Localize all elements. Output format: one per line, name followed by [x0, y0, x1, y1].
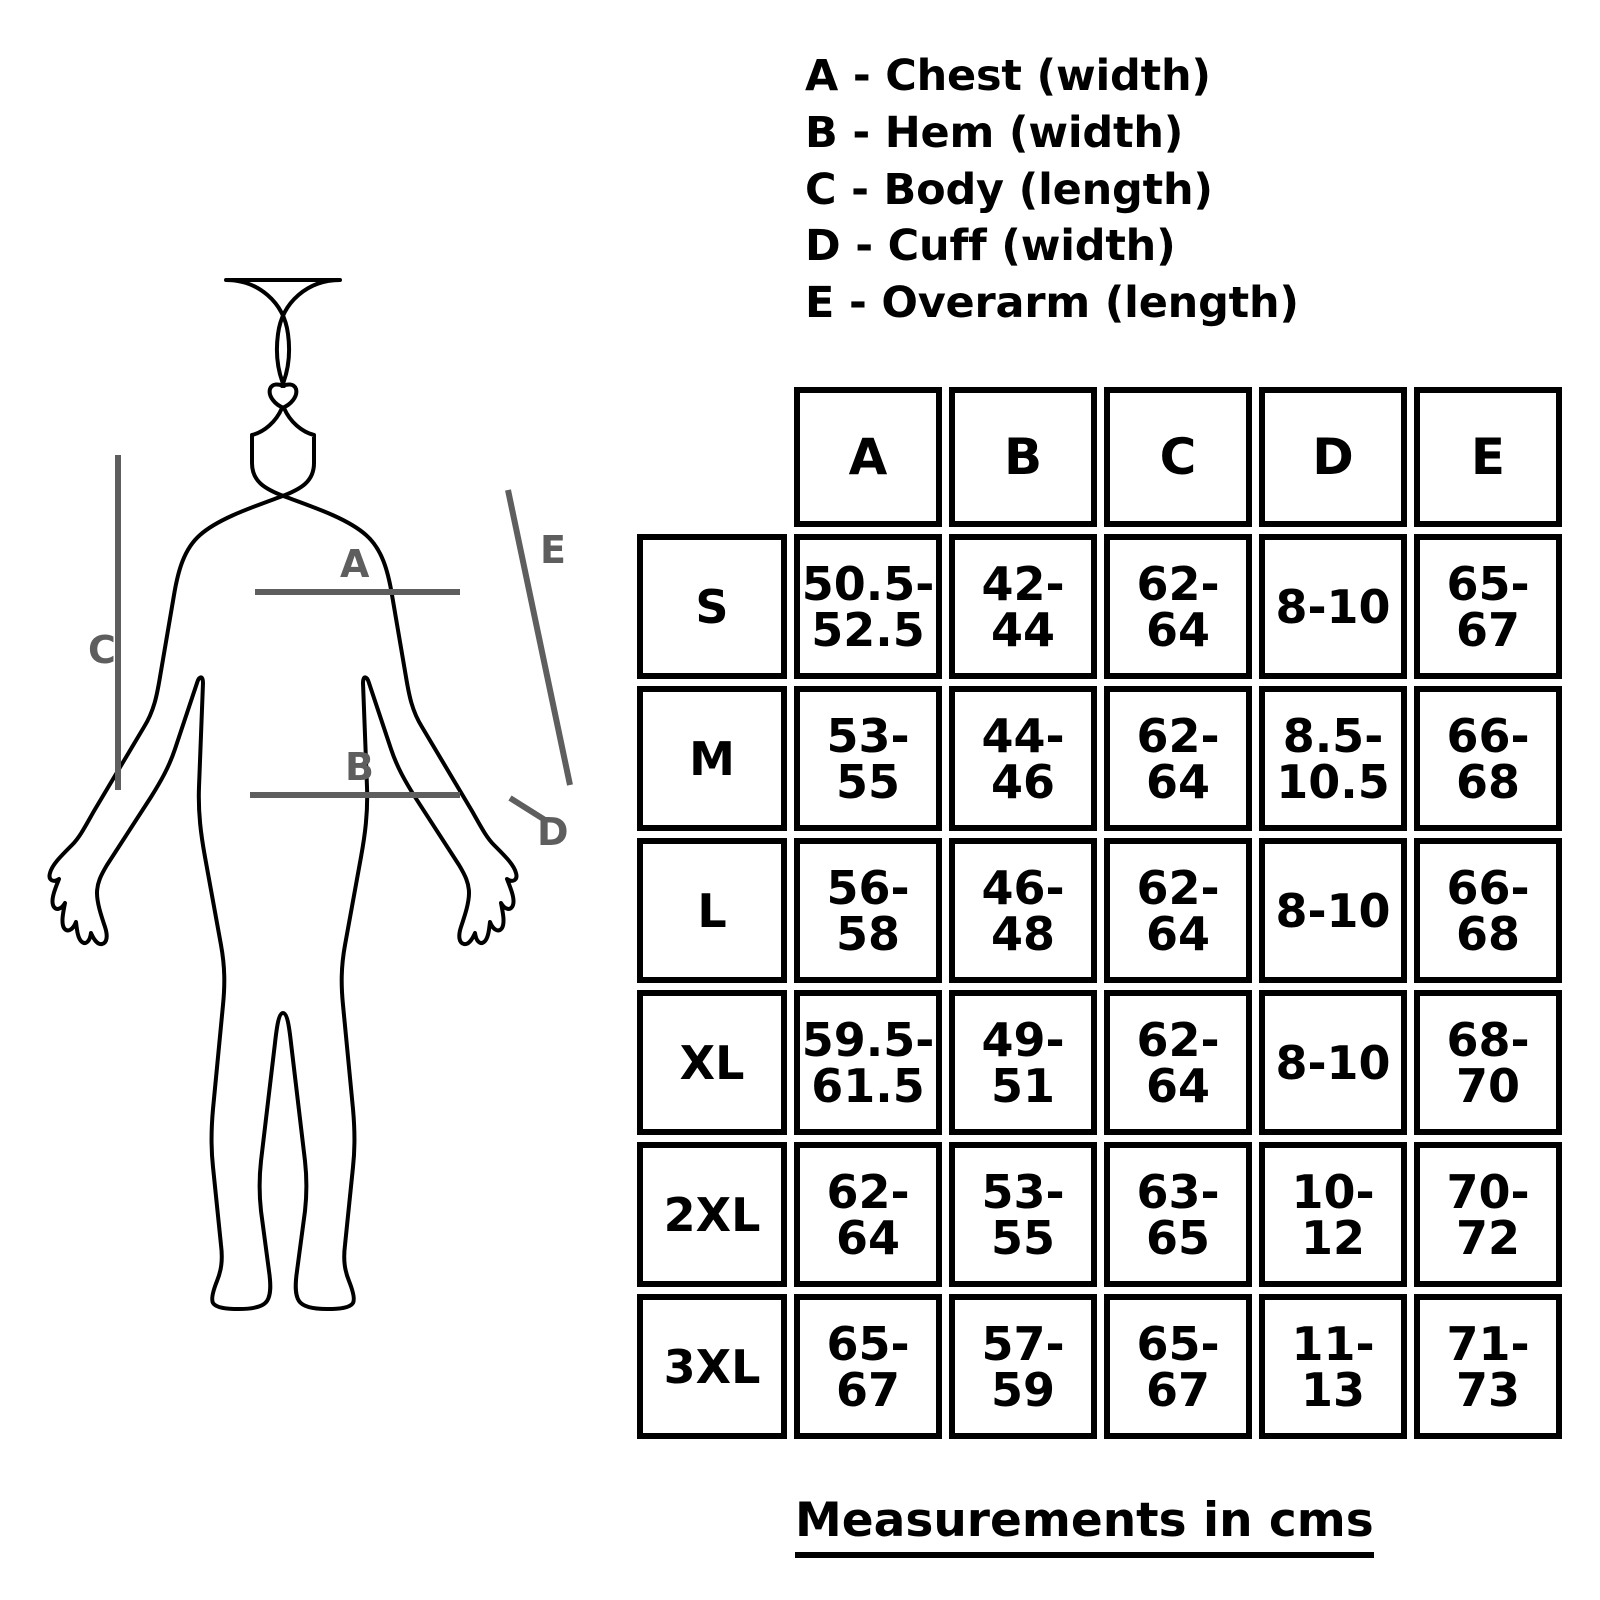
cell-s-c: 62-64 — [1104, 534, 1252, 679]
column-header-e: E — [1414, 387, 1562, 527]
column-header-a: A — [794, 387, 942, 527]
cell-l-b: 46-48 — [949, 838, 1097, 983]
cell-2xl-e: 70-72 — [1414, 1142, 1562, 1287]
legend-line-chest: A - Chest (width) — [805, 51, 1211, 101]
size-chart-table-wrap — [630, 380, 1569, 1446]
cell-xl-b: 49-51 — [949, 990, 1097, 1135]
row-size-label: L — [637, 838, 787, 983]
cell-2xl-c: 63-65 — [1104, 1142, 1252, 1287]
cell-l-a: 56-58 — [794, 838, 942, 983]
table-row — [637, 1142, 1562, 1287]
cell-m-e: 66-68 — [1414, 686, 1562, 831]
legend-line-overarm: E - Overarm (length) — [805, 278, 1299, 328]
row-size-label: 3XL — [637, 1294, 787, 1439]
cell-3xl-b: 57-59 — [949, 1294, 1097, 1439]
label-overarm: E — [540, 528, 566, 572]
cell-s-b: 42-44 — [949, 534, 1097, 679]
legend-line-body: C - Body (length) — [805, 164, 1213, 215]
label-body: C — [88, 628, 116, 672]
cell-m-a: 53-55 — [794, 686, 942, 831]
cell-m-b: 44-46 — [949, 686, 1097, 831]
legend-line-hem: B - Hem (width) — [805, 107, 1184, 158]
cell-2xl-d: 10-12 — [1259, 1142, 1407, 1287]
label-chest: A — [340, 542, 370, 586]
table-row — [637, 838, 1562, 983]
column-header-d: D — [1259, 387, 1407, 527]
cell-s-d: 8-10 — [1259, 534, 1407, 679]
cell-xl-e: 68-70 — [1414, 990, 1562, 1135]
cell-l-d: 8-10 — [1259, 838, 1407, 983]
cell-m-d: 8.5-10.5 — [1259, 686, 1407, 831]
body-diagram — [40, 250, 640, 1450]
table-row — [637, 1294, 1562, 1439]
row-size-label: XL — [637, 990, 787, 1135]
label-hem: B — [345, 745, 374, 789]
cell-l-e: 66-68 — [1414, 838, 1562, 983]
unit-note: Measurements in cms — [795, 1493, 1374, 1558]
cell-xl-d: 8-10 — [1259, 990, 1407, 1135]
legend-line-cuff: D - Cuff (width) — [805, 221, 1176, 272]
size-chart-table — [630, 380, 1569, 1446]
row-size-label: S — [637, 534, 787, 679]
cell-3xl-c: 65-67 — [1104, 1294, 1252, 1439]
table-header-row — [637, 387, 1562, 527]
legend — [805, 48, 1505, 332]
cell-s-e: 65-67 — [1414, 534, 1562, 679]
column-header-c: C — [1104, 387, 1252, 527]
column-header-b: B — [949, 387, 1097, 527]
cell-l-c: 62-64 — [1104, 838, 1252, 983]
cell-m-c: 62-64 — [1104, 686, 1252, 831]
cell-xl-c: 62-64 — [1104, 990, 1252, 1135]
row-size-label: M — [637, 686, 787, 831]
table-row — [637, 686, 1562, 831]
table-row — [637, 534, 1562, 679]
table-corner-cell — [637, 387, 787, 527]
cell-3xl-a: 65-67 — [794, 1294, 942, 1439]
table-row — [637, 990, 1562, 1135]
row-size-label: 2XL — [637, 1142, 787, 1287]
cell-3xl-d: 11-13 — [1259, 1294, 1407, 1439]
cell-s-a: 50.5-52.5 — [794, 534, 942, 679]
cell-3xl-e: 71-73 — [1414, 1294, 1562, 1439]
cell-2xl-b: 53-55 — [949, 1142, 1097, 1287]
cell-2xl-a: 62-64 — [794, 1142, 942, 1287]
label-cuff: D — [537, 810, 569, 854]
cell-xl-a: 59.5-61.5 — [794, 990, 942, 1135]
